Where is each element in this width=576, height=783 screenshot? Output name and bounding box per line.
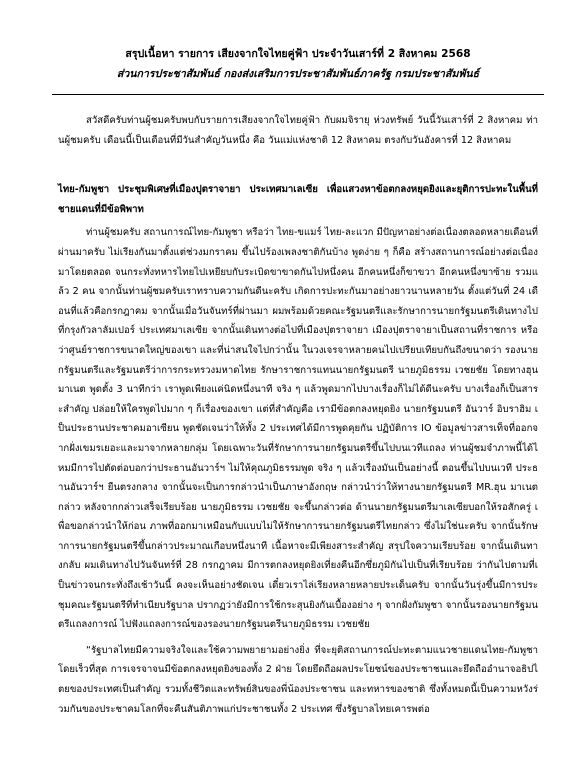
intro-paragraph: สวัสดีครับท่านผู้ชมครับพบกับรายการเสียงจากใจไทยคู่ฟ้า กับผมจิรายุ ห่วงทรัพย์ วันนี้วันเสาร์ที่ 2 สิงหาคม ท่านผู้ชมครับ เดือนนี้เป็นเดือนที่มีวันสำคัญวันหนึ่ง คือ วันแม่แห่งชาติ 12 สิงหาคม ตรงกับวันอังคารที่ 12 สิงหาคม: [58, 115, 538, 146]
body-paragraph: ท่านผู้ชมครับ สถานการณ์ไทย-กัมพูชา หรือว่า ไทย-ขแมร์ ไทย-ละแวก มีปัญหาอย่างต่อเนื่องตลอดหลายเดือนที่ผ่านมาครับ ไม่เรียงกันมาตั้งแต่ช่วงมกราคม ขึ้นไปร้องเพลงชาติกันบ้าง พูดง่าย ๆ ก็คือ สร้างสถานการณ์อย่างต่อเนื่องมาโดยตลอด จนกระทั่งทหารไทยไปเหยียบกับระเบิดขาขาดกันไปหนึ่งคน อีกคนหนึ่งก็ขาขวา อีกคนหนึ่งขาซ้าย รวมแล้ว 2 คน จากนั้นท่านผู้ชมครับเราทราบความกันดีนะครับ เกิดการปะทะกันมาอย่างยาวนานหลายวัน ตั้งแต่วันที่ 24 เดือนที่แล้วคือกรกฎาคม จากนั้นเมื่อวันจันทร์ที่ผ่านมา ผมพร้อมด้วยคณะรัฐมนตรีและรักษาการนายกรัฐมนตรีเดินทางไปที่กรุงกัวลาลัมเปอร์ ประเทศมาเลเซีย จากนั้นเดินทางต่อไปที่เมืองปุตราจายา เมืองปุตราจายาเป็นสถานที่ราชการ หรือว่าศูนย์ราชการขนาดใหญ่ของเขา และที่น่าสนใจไปกว่านั้น ในวงเจรจาหลายคนไปเปรียบเทียบกันถึงขนาดว่า รองนายกรัฐมนตรีและรัฐมนตรีว่าการกระทรวงมหาดไทย รักษาราชการแทนนายกรัฐมนตรี นายภูมิธรรม เวชยชัย โดยทางฮุน มาเนต พูดตั้ง 3 นาทีกว่า เราพูดเพียงแค่นิดหนึ่งนาที จริง ๆ แล้วพูดมากไปบางเรื่องก็ไม่ได้ดีนะครับ บางเรื่องก็เป็นสาระสำคัญ ปล่อยให้ใครพูดไปมาก ๆ ก็เรื่องของเขา แต่ที่สำคัญคือ เรามีข้อตกลงหยุดยิง นายกรัฐมนตรี อันวาร์ อิบราฮิม เป็นประธานประชาคมอาเซียน พูดชัดเจนว่าให้ทั้ง 2 ประเทศได้มีการพูดคุยกัน ปฏิบัติการ IO ข้อมูลข่าวสารเท็จที่ออกจากฝั่งเขมรเยอะและมาจากหลายกลุ่ม โดยเฉพาะวันที่รักษาการนายกรัฐมนตรีขึ้นไปบนเวทีแถลง ท่านผู้ชมจำภาพนี้ได้ไหมมีการไปตัดต่อบอกว่าประธานอันวาร์ฯ ไม่ให้คุณภูมิธรรมพูด จริง ๆ แล้วเรื่องมันเป็นอย่างนี้ ตอนขึ้นไปบนเวที ประธานอันวาร์ฯ ยืนตรงกลาง จากนั้นจะเป็นการกล่าวนำเป็นภาษาอังกฤษ กล่าวนำว่าให้ทางนายกรัฐมนตรี MR.ฮุน มาเนต กล่าว หลังจากกล่าวเสร็จเรียบร้อย นายภูมิธรรม เวชยชัย จะขึ้นกล่าวต่อ ด้านนายกรัฐมนตรีมาเลเซียบอกให้รอสักครู่ เพื่อขอกล่าวนำให้ก่อน ภาพที่ออกมาเหมือนกับแบบไม่ให้รักษาการนายกรัฐมนตรีไทยกล่าว ซึ่งไม่ใช่นะครับ จากนั้นรักษาการนายกรัฐมนตรีขึ้นกล่าวประมาณเกือบหนึ่งนาที เนื้อหาจะมีเพียงสาระสำคัญ สรุปใจความเรียบร้อย จากนั้นเดินทางกลับ ผมเดินทางไปวันจันทร์ที่ 28 กรกฎาคม มีการตกลงหยุดยิงเที่ยงคืนอีกซึ่ยภูมิกันไปเป็นที่เรียบร้อย ว่ากันไปตามที่เป็นข่าวจนกระทั่งถึงเช้าวันนี้ คงจะเห็นอย่างชัดเจน เดี๋ยวเราไล่เรียงหลายหลายประเด็นครับ จากนั้นวันรุ่งขึ้นมีการประชุมคณะรัฐมนตรีที่ทำเนียบรัฐบาล ปรากฏว่ายังมีการใช้กระสุนยิงกันเบื้องอย่าง ๆ จากฝั่งกัมพูชา จากนั้นรองนายกรัฐมนตรีแถลงการณ์ ไปฟังแถลงการณ์ของรองนายกรัฐมนตรีนายภูมิธรรม เวชยชัย: [58, 227, 538, 631]
quote-paragraph: “รัฐบาลไทยมีความจริงใจและใช้ความพยายามอย่างยิ่ง ที่จะยุติสถานการณ์ปะทะตามแนวชายแดนไทย-กัมพูชาโดยเร็วที่สุด การเจรจาจนมีข้อตกลงหยุดยิงของทั้ง 2 ฝ่าย โดยยึดถือผลประโยชน์ของประชาชนและยึดถืออำนาจอธิปไตยของประเทศเป็นสำคัญ รวมทั้งชีวิตและทรัพย์สินของพี่น้องประชาชน และทหารของชาติ ซึ่งทั้งหมดนี้เป็นความหวังร่วมกันของประชาคมโลกที่จะคืนสันติภาพแก่ประชาชนทั้ง 2 ประเทศ ซึ่งรัฐบาลไทยเคารพต่อ: [58, 644, 538, 715]
document-title: สรุปเนื้อหา รายการ เสียงจากใจไทยคู่ฟ้า ประจำวันเสาร์ที่ 2 สิงหาคม 2568: [125, 48, 471, 60]
header-divider: [52, 94, 544, 95]
section-heading: ไทย-กัมพูชา ประชุมพิเศษที่เมืองปุตราจายา ประเทศมาเลเซีย เพื่อแสวงหาข้อตกลงหยุดยิงและยุติการปะทะในพื้นที่ชายแดนที่มีข้อพิพาท: [58, 184, 538, 215]
section-spacer: [58, 150, 538, 180]
document-subtitle: ส่วนการประชาสัมพันธ์ กองส่งเสริมการประชาสัมพันธ์ภาครัฐ กรมประชาสัมพันธ์: [116, 68, 480, 80]
